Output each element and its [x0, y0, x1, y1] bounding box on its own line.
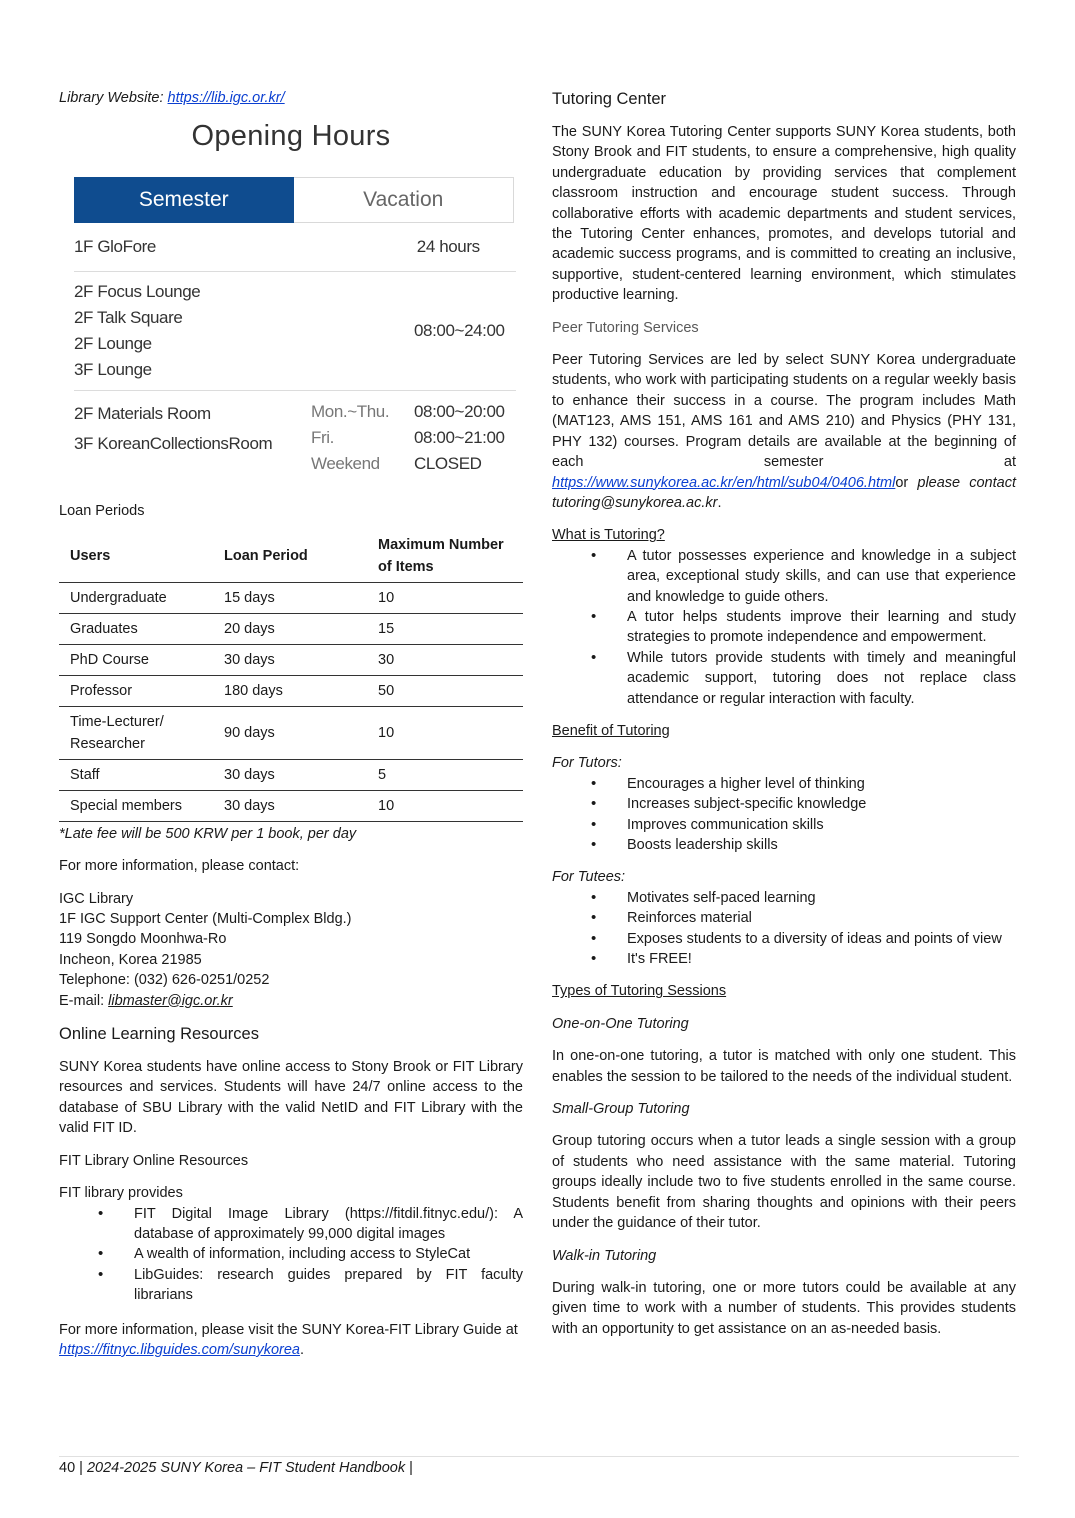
- peer-or: or: [895, 474, 909, 491]
- list-item: • While tutors provide students with timely and meaningful academic support, tutoring does not replace class attendance or regular interaction with faculty.: [552, 648, 1016, 709]
- tutor-bullet-list: [552, 774, 1016, 856]
- peer-end: .: [717, 494, 722, 511]
- benefit-title: Benefit of Tutoring: [552, 722, 670, 739]
- peer-text: Peer Tutoring Services are led by select SUNY Korea undergraduate students, who work with participating students on a regular weekly basis to enhance their success in a course. The program includes Math (MAT123, AMS 151, AMS 161 and AMS 210) and Physics (PHY 131, PHY 132) courses. Program details are available at the beginning of each semester at: [552, 352, 1016, 471]
- table-row: [59, 759, 523, 790]
- peer-tutoring-text: [552, 350, 1016, 513]
- hours-days: [311, 399, 414, 489]
- loan-cell: Graduates: [70, 620, 138, 637]
- loan-header: Maximum Number of Items: [378, 536, 504, 575]
- table-row: [59, 790, 523, 821]
- hours-room: 2F Lounge: [74, 334, 152, 354]
- hours-room: 2F Materials Room: [74, 404, 211, 424]
- table-row: [59, 644, 523, 675]
- email-label: E-mail:: [59, 992, 109, 1009]
- opening-hours-tabs: [74, 177, 514, 223]
- walk-in-text: During walk-in tutoring, one or more tutors could be available at any given time to work with a number of students. This provides students with an opportunity to get assistance on an as-needed basis.: [552, 1279, 1016, 1337]
- hours-time: 08:00~20:00: [414, 402, 505, 422]
- library-email-link[interactable]: libmaster@igc.or.kr: [108, 992, 233, 1009]
- list-item: • Increases subject-specific knowledge: [552, 794, 1016, 814]
- list-item: • Reinforces material: [552, 908, 1016, 928]
- small-group-title: Small-Group Tutoring: [552, 1101, 690, 1118]
- hours-room: 2F Talk Square: [74, 308, 183, 328]
- opening-hours-title: Opening Hours: [191, 120, 391, 153]
- table-row: [59, 613, 523, 644]
- loan-cell: 10: [378, 589, 395, 606]
- types-title: Types of Tutoring Sessions: [552, 983, 727, 1000]
- loan-cell: 15 days: [224, 589, 275, 606]
- loan-cell: 10: [378, 724, 395, 741]
- table-row: [59, 675, 523, 706]
- fit-resources-title: FIT Library Online Resources: [59, 1152, 249, 1169]
- list-item: • FIT Digital Image Library (https://fitdil.fitnyc.edu/): A database of approximately 99,000 digital images: [59, 1204, 523, 1245]
- tab-semester[interactable]: Semester: [74, 177, 294, 223]
- loan-header: Loan Period: [224, 547, 308, 564]
- hours-rooms: [74, 399, 311, 489]
- walk-in-title: Walk-in Tutoring: [552, 1247, 657, 1264]
- guide-end: .: [299, 1341, 305, 1358]
- right-column: [552, 88, 1016, 1339]
- loan-cell: 30 days: [224, 797, 275, 814]
- address-line: Telephone: (032) 626-0251/0252: [59, 972, 270, 989]
- hours-row: [74, 272, 516, 391]
- loan-cell: 30 days: [224, 651, 275, 668]
- address-line: 119 Songdo Moonhwa-Ro: [59, 931, 227, 948]
- hours-room: 3F KoreanCollectionsRoom: [74, 434, 273, 454]
- hours-day: Mon.~Thu.: [311, 402, 390, 422]
- loan-cell: 5: [378, 766, 387, 783]
- hours-time: 08:00~21:00: [414, 428, 505, 448]
- website-label: Library Website:: [59, 90, 168, 106]
- list-item: • Encourages a higher level of thinking: [552, 774, 1016, 794]
- list-item: • It's FREE!: [552, 949, 1016, 969]
- fit-provides: FIT library provides: [59, 1185, 183, 1202]
- library-guide-link[interactable]: https://fitnyc.libguides.com/sunykorea: [59, 1341, 300, 1358]
- loan-header: Users: [70, 547, 111, 564]
- library-guide-text: [59, 1320, 523, 1361]
- guide-text: For more information, please visit the SUNY Korea-FIT Library Guide at: [59, 1321, 518, 1338]
- address-line: IGC Library: [59, 890, 134, 907]
- table-row: [59, 706, 523, 759]
- loan-cell: 30 days: [224, 766, 275, 783]
- tab-vacation[interactable]: Vacation: [294, 177, 515, 223]
- list-item: • A wealth of information, including access to StyleCat: [59, 1244, 523, 1264]
- hours-room: 1F GloFore: [74, 237, 156, 257]
- what-is-tutoring-title: What is Tutoring?: [552, 527, 665, 544]
- loan-cell: Staff: [70, 766, 100, 783]
- for-tutees-label: For Tutees:: [552, 869, 626, 886]
- loan-cell: Time-Lecturer/ Researcher: [70, 713, 164, 752]
- footer-sep: |: [75, 1460, 87, 1476]
- email-line: [59, 991, 523, 1011]
- loan-cell: 180 days: [224, 682, 283, 699]
- tutoring-center-text: The SUNY Korea Tutoring Center supports SUNY Korea students, both Stony Brook and FIT students, to ensure a comprehensive, high quality undergraduate education by providing services that complement classroom instruction and encourage student success. Through collaborative efforts with academic departments and student services, the Tutoring Center enhances, promotes, and develops tutorial and academic success programs, and is committed to creating an inclusive, supportive, student-centered learning environment, which stimulates productive learning.: [552, 124, 1016, 304]
- library-address: [59, 889, 523, 1011]
- online-resources-title: Online Learning Resources: [59, 1025, 259, 1044]
- page-number: 40: [59, 1460, 76, 1476]
- list-item: • LibGuides: research guides prepared by FIT faculty librarians: [59, 1265, 523, 1306]
- one-on-one-title: One-on-One Tutoring: [552, 1015, 689, 1032]
- hours-room: 3F Lounge: [74, 360, 152, 380]
- table-row: [59, 582, 523, 613]
- footer-end: |: [405, 1460, 413, 1476]
- address-line: 1F IGC Support Center (Multi-Complex Bldg.): [59, 911, 352, 928]
- page-footer: [59, 1460, 413, 1476]
- hours-times: [414, 399, 516, 489]
- fit-bullet-list: [59, 1204, 523, 1306]
- list-item: • Exposes students to a diversity of ideas and points of view: [552, 929, 1016, 949]
- loan-cell: 30: [378, 651, 395, 668]
- address-line: Incheon, Korea 21985: [59, 951, 202, 968]
- hours-row: [74, 223, 516, 272]
- what-bullet-list: [552, 546, 1016, 709]
- hours-time: 08:00~24:00: [414, 321, 505, 341]
- program-details-link[interactable]: https://www.sunykorea.ac.kr/en/html/sub04/0406.html: [552, 474, 896, 491]
- loan-cell: Special members: [70, 797, 183, 814]
- loan-cell: 50: [378, 682, 395, 699]
- loan-cell: Undergraduate: [70, 589, 167, 606]
- late-fee-note: *Late fee will be 500 KRW per 1 book, per day: [59, 825, 357, 842]
- loan-cell: 90 days: [224, 724, 275, 741]
- loan-cell: Professor: [70, 682, 133, 699]
- hours-room: 2F Focus Lounge: [74, 282, 201, 302]
- loan-cell: PhD Course: [70, 651, 149, 668]
- loan-cell: 20 days: [224, 620, 275, 637]
- footer-divider: [59, 1456, 1019, 1457]
- library-website-line: [59, 88, 523, 108]
- one-on-one-text: In one-on-one tutoring, a tutor is matched with only one student. This enables the session to be tailored to the needs of the individual student.: [552, 1048, 1016, 1085]
- left-column: [59, 88, 523, 1360]
- tutoring-center-title: Tutoring Center: [552, 90, 667, 108]
- loan-header-row: [59, 530, 523, 583]
- peer-tutoring-title: Peer Tutoring Services: [552, 319, 699, 336]
- hours-rooms: [74, 279, 311, 383]
- opening-hours-graphic: [59, 120, 523, 489]
- small-group-text: Group tutoring occurs when a tutor leads a single session with a group of students who need assistance with the same material. Tutoring groups ideally include two to five students enrolled in the same course. Students benefit from sharing thoughts and opinions with their peers under the guidance of their tutor.: [552, 1133, 1016, 1232]
- online-resources-text: SUNY Korea students have online access to Stony Brook or FIT Library resources and services. Students will have 24/7 online access to the database of SBU Library with the valid NetID and FIT Library with the valid FIT ID.: [59, 1059, 523, 1137]
- hours-time: CLOSED: [414, 454, 482, 474]
- hours-time: 24 hours: [416, 237, 480, 257]
- hours-day: Fri.: [311, 428, 334, 448]
- library-website-link[interactable]: https://lib.igc.or.kr/: [167, 90, 285, 106]
- list-item: • Boosts leadership skills: [552, 835, 1016, 855]
- contact-intro: For more information, please contact:: [59, 858, 300, 875]
- list-item: • Improves communication skills: [552, 815, 1016, 835]
- loan-periods-title: Loan Periods: [59, 503, 145, 520]
- list-item: • Motivates self-paced learning: [552, 888, 1016, 908]
- loan-table: [59, 530, 523, 822]
- peer-contact: please contact tutoring@sunykorea.ac.kr: [552, 474, 1016, 511]
- footer-title: 2024-2025 SUNY Korea – FIT Student Handbook: [86, 1460, 406, 1476]
- loan-cell: 10: [378, 797, 395, 814]
- hours-day: Weekend: [311, 454, 380, 474]
- tutee-bullet-list: [552, 888, 1016, 970]
- opening-hours-table: [74, 223, 516, 489]
- list-item: • A tutor possesses experience and knowledge in a subject area, exceptional study skills, and can use that experience and knowledge to guide others.: [552, 546, 1016, 607]
- list-item: • A tutor helps students improve their learning and study strategies to promote independence and empowerment.: [552, 607, 1016, 648]
- loan-cell: 15: [378, 620, 395, 637]
- for-tutors-label: For Tutors:: [552, 755, 622, 772]
- hours-row: [74, 391, 516, 489]
